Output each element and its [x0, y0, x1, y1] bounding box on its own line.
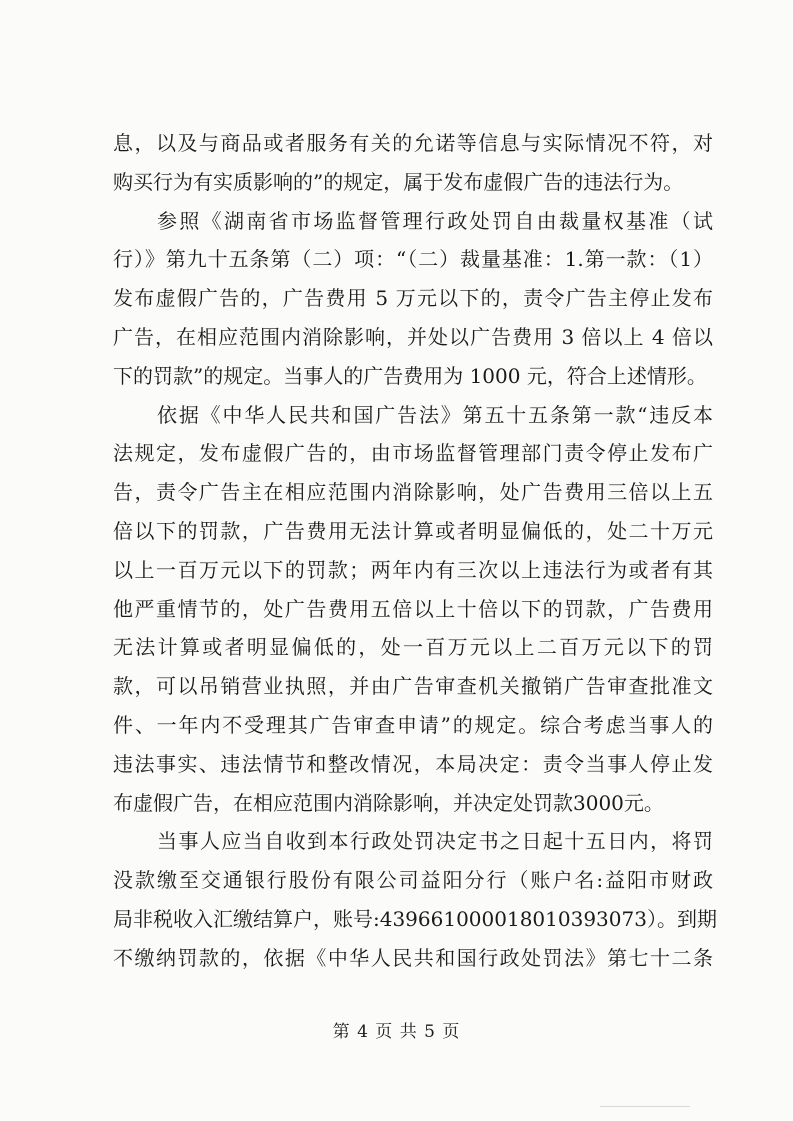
text-line: 当事人应当自收到本行政处罚决定书之日起十五日内，将罚 [157, 829, 713, 854]
document-body [113, 124, 717, 978]
text-line: 没款缴至交通银行股份有限公司益阳分行（账户名:益阳市财政 [113, 868, 713, 893]
text-line: 违法事实、违法情节和整改情况，本局决定：责令当事人停止发 [113, 751, 713, 776]
text-line: 广告，在相应范围内消除影响，并处以广告费用 3 倍以上 4 倍以 [113, 324, 713, 349]
text-line: 布虚假广告，在相应范围内消除影响，并决定处罚款3000元。 [113, 790, 664, 815]
text-line: 倍以下的罚款，广告费用无法计算或者明显偏低的，处二十万元 [113, 518, 713, 543]
text-line: 购买行为有实质影响的”的规定，属于发布虚假广告的违法行为。 [113, 169, 684, 194]
text-line: 告，责令广告主在相应范围内消除影响，处广告费用三倍以上五 [113, 480, 713, 505]
text-line: 他严重情节的，处广告费用五倍以上十倍以下的罚款，广告费用 [113, 596, 713, 621]
text-line: 法规定，发布虚假广告的，由市场监督管理部门责令停止发布广 [113, 441, 713, 466]
text-line: 以上一百万元以下的罚款；两年内有三次以上违法行为或者有其 [113, 557, 713, 582]
text-line: 发布虚假广告的，广告费用 5 万元以下的，责令广告主停止发布 [113, 286, 713, 311]
text-line: 息，以及与商品或者服务有关的允诺等信息与实际情况不符，对 [113, 131, 713, 155]
page-footer: 第 4 页 共 5 页 [332, 1022, 461, 1042]
text-line: 行）》第九十五条第（二）项：“（二）裁量基准：1.第一款：（1） [113, 247, 713, 272]
text-line: 依据《中华人民共和国广告法》第五十五条第一款“违反本 [157, 402, 713, 427]
text-line: 局非税收入汇缴结算户，账号:439661000018010393073）。到期 [113, 906, 717, 931]
text-line: 参照《湖南省市场监督管理行政处罚自由裁量权基准（试 [157, 208, 713, 233]
scan-mark [600, 1106, 690, 1107]
text-line: 下的罚款”的规定。当事人的广告费用为 1000 元，符合上述情形。 [113, 363, 707, 388]
text-line: 件、一年内不受理其广告审查申请”的规定。综合考虑当事人的 [113, 712, 713, 737]
text-line: 无法计算或者明显偏低的，处一百万元以上二百万元以下的罚 [113, 635, 713, 660]
text-line: 款，可以吊销营业执照，并由广告审查机关撤销广告审查批准文 [113, 674, 713, 699]
text-line: 不缴纳罚款的，依据《中华人民共和国行政处罚法》第七十二条 [113, 945, 713, 970]
